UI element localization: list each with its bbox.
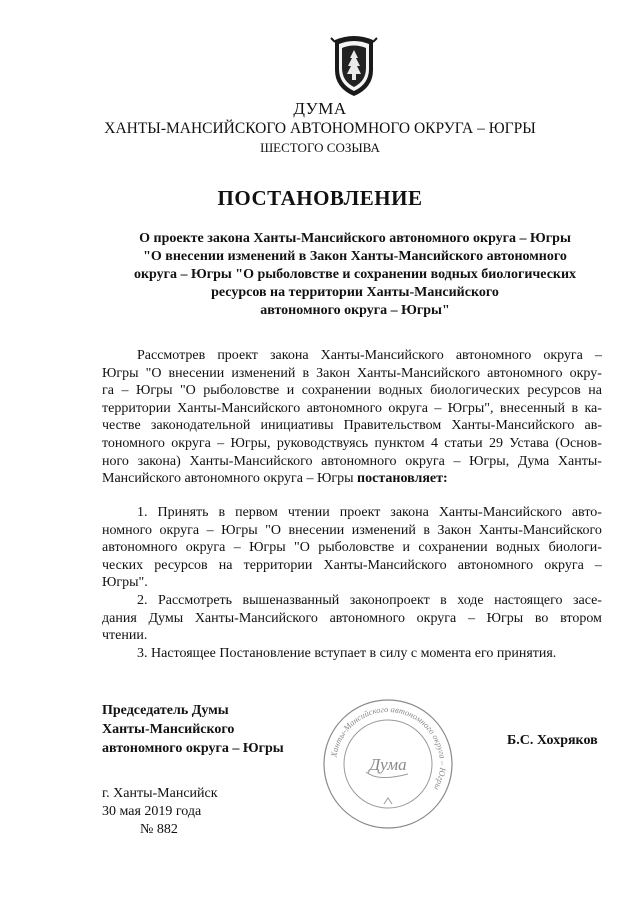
word: "О [294, 540, 310, 556]
word: Ханты-Мансийского [189, 453, 313, 469]
document-date: 30 мая 2019 года [102, 804, 202, 819]
word: дания [102, 610, 137, 626]
word: (Основ- [555, 435, 602, 451]
word: территории [102, 400, 171, 416]
word: автономного [102, 540, 178, 556]
word: во [534, 610, 549, 626]
word: закона [390, 505, 429, 520]
word: проект [217, 348, 258, 363]
text-line [102, 539, 602, 557]
word: Югры, [469, 453, 510, 469]
word: округа [416, 610, 457, 626]
word: автономного [487, 365, 563, 381]
document-subject [80, 230, 630, 320]
word: закона [270, 348, 309, 363]
word: честве [102, 418, 141, 434]
position-line: Ханты-Мансийского [102, 722, 235, 737]
official-stamp-icon [318, 694, 458, 834]
text-fragment: Мансийского автономного округа – Югры [102, 471, 358, 487]
word: Югры, [230, 435, 271, 451]
position-line: автономного округа – Югры [102, 741, 284, 756]
word: первом [235, 505, 278, 520]
text-line [102, 522, 602, 540]
document-footer [102, 785, 218, 839]
word: и [402, 540, 411, 556]
word: в [423, 522, 431, 538]
word: Югры [135, 383, 173, 399]
text-line [102, 592, 602, 610]
text-line [102, 417, 602, 435]
word: 29 [488, 435, 503, 451]
word: водных [496, 540, 541, 556]
word: Принять [157, 505, 209, 520]
word: сохранении [301, 383, 371, 399]
document-number: № 882 [140, 822, 178, 837]
word: – [453, 453, 461, 469]
word: Ханты-Мансийского [451, 418, 575, 434]
word: автономного [329, 610, 405, 626]
word: пунктом [374, 435, 425, 451]
word: га [102, 383, 114, 399]
word: ходе [457, 592, 484, 608]
word: 2. [137, 592, 148, 608]
word: руководствуясь [276, 435, 369, 451]
word: сохранении [418, 540, 488, 556]
word: – [217, 435, 225, 451]
word: округа [171, 435, 211, 451]
text-line [102, 557, 602, 575]
text-fragment: чтении. [102, 628, 148, 644]
text-line [102, 610, 602, 628]
word: ка- [584, 400, 602, 416]
word: биологических [430, 383, 520, 399]
intro-paragraph [102, 347, 602, 488]
word: Ханты-Мансийского [438, 505, 562, 520]
word: Закон [316, 365, 350, 381]
position-line: Председатель Думы [102, 703, 229, 718]
word: ного [102, 453, 129, 469]
word: на [588, 383, 602, 399]
word: проект [339, 505, 381, 520]
word: окру- [569, 365, 602, 381]
word: территории [243, 557, 313, 573]
text-line [102, 470, 602, 488]
word: "О [145, 365, 162, 381]
word: закона) [137, 453, 181, 469]
word: округа [544, 557, 584, 573]
subject-line: "О внесении изменений в Закон Ханты-Мансийского автономного [143, 249, 567, 264]
word: номного [102, 522, 152, 538]
city: г. Ханты-Мансийск [102, 786, 218, 801]
word: ресурсов [527, 383, 581, 399]
word: водных [378, 383, 423, 399]
text-fragment: 3. Настоящее Постановление вступает в силу с момента его принятия. [137, 645, 557, 661]
signatory-name: Б.С. Хохряков [507, 733, 598, 748]
text-line [102, 504, 602, 522]
convocation: ШЕСТОГО СОЗЫВА [260, 140, 380, 155]
word: инициативы [260, 418, 334, 434]
word: "О [179, 383, 196, 399]
word: – [233, 540, 241, 556]
word: автономного [306, 400, 382, 416]
word: Югры [102, 365, 139, 381]
word: – [434, 400, 442, 416]
word: ресурсов [154, 557, 208, 573]
text-line [102, 382, 602, 400]
word: автономного [457, 557, 534, 573]
word: настоящего [494, 592, 563, 608]
stamp-ring-text: Ханты-Мансийского автономного округа – Югры [328, 703, 449, 792]
document-title: ПОСТАНОВЛЕНИЕ [217, 186, 423, 210]
word: внесенный [499, 400, 566, 416]
word: округа [405, 453, 445, 469]
word: и [286, 383, 295, 399]
word: Ханты-Мансийского [320, 348, 444, 363]
word: Ханты-Мансийского [177, 400, 301, 416]
subject-line: округа – Югры "О рыболовстве и сохранении водных биологических [133, 267, 577, 282]
organization-name: ДУМА [293, 99, 347, 118]
word: Югры [249, 540, 286, 556]
word: Дума [517, 453, 550, 469]
word: внесении [168, 365, 225, 381]
word: статьи [444, 435, 483, 451]
region-name: ХАНТЫ-МАНСИЙСКОГО АВТОНОМНОГО ОКРУГА – ЮГРЫ [104, 120, 536, 137]
text-line [102, 627, 602, 645]
text-line [102, 645, 602, 663]
word: ав- [584, 418, 602, 434]
word: изменений [351, 522, 416, 538]
word: тономного [102, 435, 165, 451]
word: Ханты-Мансийского [478, 522, 602, 538]
word: Ханты-Мансийского [357, 365, 481, 381]
text-line [102, 435, 602, 453]
resolution-items [102, 504, 602, 662]
word: Ханты-Мансийского [194, 610, 318, 626]
text-line [102, 453, 602, 471]
word: Рассмотреть [157, 592, 233, 608]
word: вышеназванный [242, 592, 340, 608]
word: авто- [571, 505, 602, 520]
word: Думы [148, 610, 184, 626]
word: Югры [221, 522, 258, 538]
word: автономного [455, 348, 532, 363]
coat-of-arms-icon [327, 34, 381, 98]
text-line [102, 347, 602, 365]
word: чтении [287, 505, 330, 520]
word: Ханты-Мансийского [323, 557, 447, 573]
word: – [594, 557, 602, 573]
word: ческих [102, 557, 144, 573]
word: Ханты- [557, 453, 602, 469]
word: автономного [321, 453, 397, 469]
word: изменений [231, 365, 296, 381]
word: в [571, 400, 579, 416]
word: Рассмотрев [137, 348, 206, 363]
word: в [440, 592, 447, 608]
word: законопроект [349, 592, 430, 608]
word: Правительством [343, 418, 442, 434]
word: округа [159, 522, 200, 538]
word: округа [543, 348, 583, 363]
resolution-keyword: постановляет: [357, 471, 448, 487]
word: в [302, 365, 310, 381]
word: рыболовстве [203, 383, 280, 399]
word: засе- [572, 592, 602, 608]
subject-line: О проекте закона Ханты-Мансийского автономного округа – Югры [139, 231, 571, 246]
word: биологи- [548, 540, 602, 556]
text-fragment: Югры". [102, 575, 148, 591]
text-line [102, 574, 602, 592]
word: округа [388, 400, 428, 416]
word: – [467, 610, 475, 626]
word: в [218, 505, 226, 520]
word: – [594, 348, 602, 363]
word: 1. [137, 505, 148, 520]
subject-line: автономного округа – Югры" [260, 303, 450, 318]
subject-line: ресурсов на территории Ханты-Мансийского [211, 285, 499, 300]
word: Устава [509, 435, 549, 451]
word: законодательной [150, 418, 251, 434]
word: рыболовстве [318, 540, 395, 556]
word: Югры", [447, 400, 494, 416]
word: – [206, 522, 214, 538]
word: округа [185, 540, 226, 556]
word: Закон [437, 522, 472, 538]
word: – [121, 383, 129, 399]
signatory-position [102, 701, 284, 758]
word: втором [560, 610, 602, 626]
stamp-center-text: Дума [369, 755, 407, 774]
word: 4 [430, 435, 438, 451]
text-line [102, 400, 602, 418]
word: "О [265, 522, 281, 538]
word: на [218, 557, 233, 573]
text-line [102, 365, 602, 383]
word: Югры [486, 610, 524, 626]
word: внесении [288, 522, 345, 538]
